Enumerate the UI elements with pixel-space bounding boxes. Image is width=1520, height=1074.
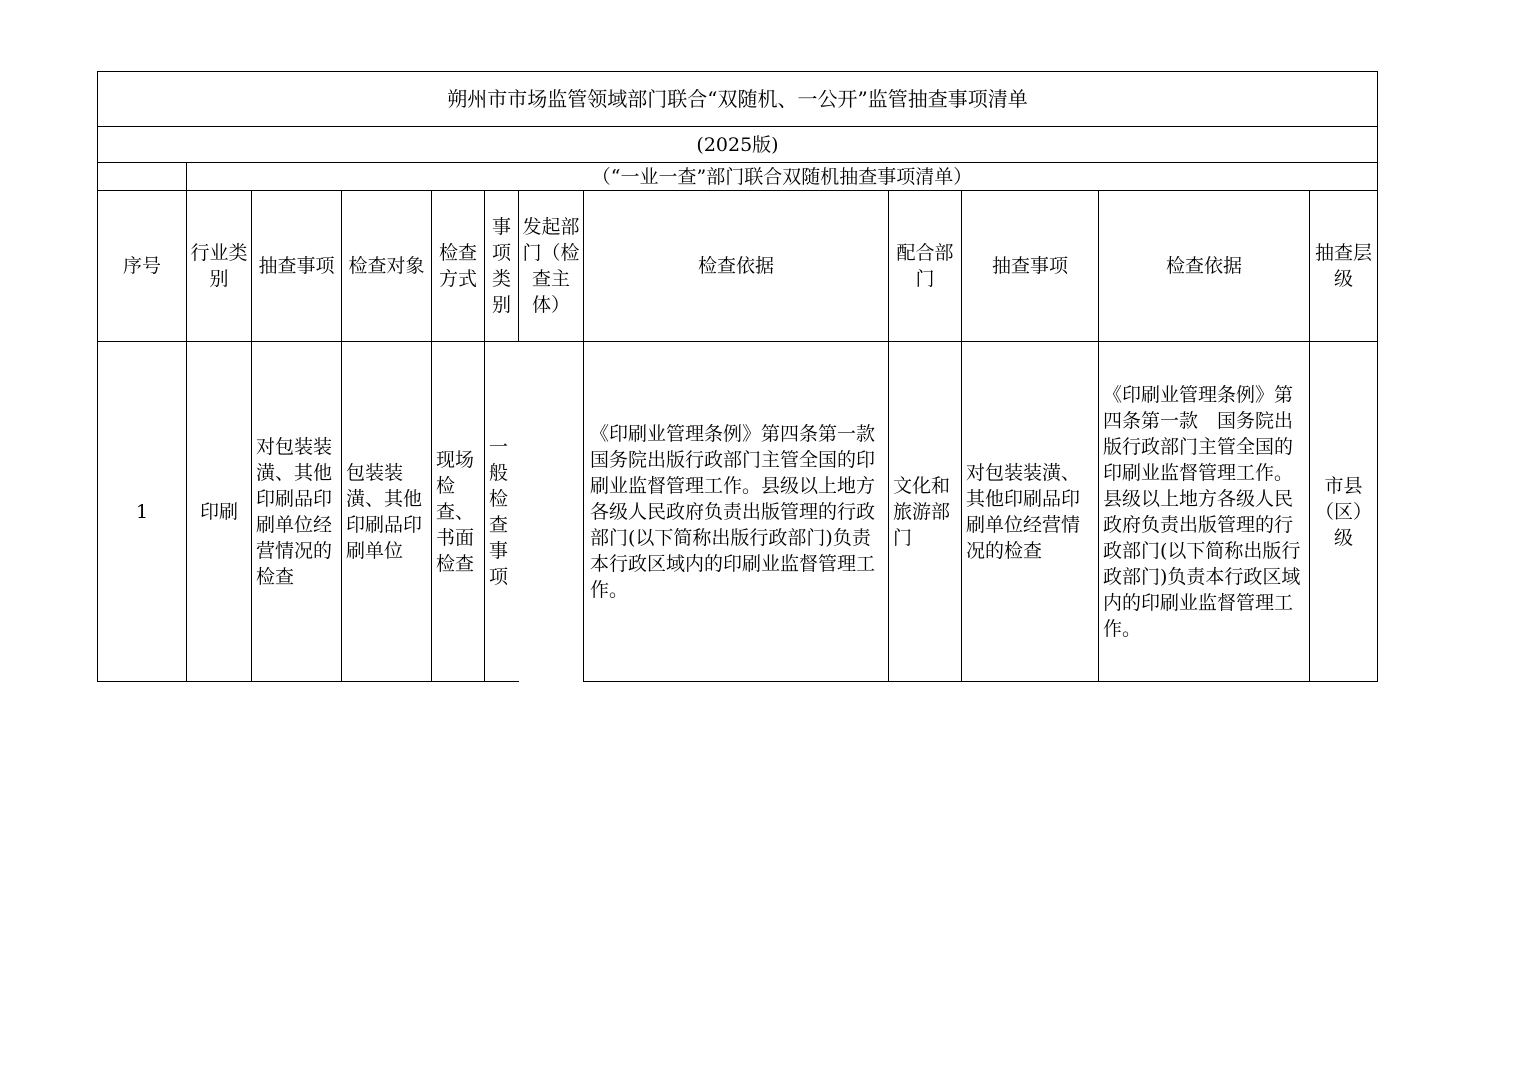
cell-industry: 印刷 xyxy=(187,342,252,682)
header-row xyxy=(98,191,1378,342)
header-basis: 检查依据 xyxy=(584,191,889,342)
subtitle-spacer-cell xyxy=(98,163,187,191)
cell-index: 1 xyxy=(98,342,187,682)
header-index: 序号 xyxy=(98,191,187,342)
header-target: 检查对象 xyxy=(342,191,432,342)
document-subtitle: （“一业一查”部门联合双随机抽查事项清单） xyxy=(187,163,1378,191)
cell-target: 包装装潢、其他印刷品印刷单位 xyxy=(342,342,432,682)
cell-partner: 文化和旅游部门 xyxy=(889,342,962,682)
cell-item-type: 一般检查事项 xyxy=(485,342,519,682)
table-row xyxy=(98,342,1378,682)
inspection-list-sheet xyxy=(97,71,1378,682)
header-partner-basis: 检查依据 xyxy=(1099,191,1310,342)
header-industry: 行业类别 xyxy=(187,191,252,342)
title-row xyxy=(98,72,1378,127)
cell-basis: 《印刷业管理条例》第四条第一款 国务院出版行政部门主管全国的印刷业监督管理工作。县级以上地方各级人民政府负责出版管理的行政部门(以下简称出版行政部门)负责本行政区域内的印刷业监督管理工作。 xyxy=(584,342,889,682)
cell-check-item: 对包装装潢、其他印刷品印刷单位经营情况的检查 xyxy=(252,342,342,682)
header-item-type: 事项类别 xyxy=(485,191,519,342)
header-initiator: 发起部门（检查主体） xyxy=(519,191,584,342)
header-partner: 配合部门 xyxy=(889,191,962,342)
document-title: 朔州市市场监管领域部门联合“双随机、一公开”监管抽查事项清单 xyxy=(98,72,1378,127)
cell-level: 市县（区）级 xyxy=(1310,342,1378,682)
document-version: (2025版) xyxy=(98,127,1378,163)
header-check-item: 抽查事项 xyxy=(252,191,342,342)
inspection-list-table xyxy=(97,71,1378,682)
header-method: 检查方式 xyxy=(432,191,485,342)
cell-method: 现场检查、书面检查 xyxy=(432,342,485,682)
cell-partner-item: 对包装装潢、其他印刷品印刷单位经营情况的检查 xyxy=(962,342,1099,682)
cell-partner-basis: 《印刷业管理条例》第四条第一款 国务院出版行政部门主管全国的印刷业监督管理工作。县级以上地方各级人民政府负责出版管理的行政部门(以下简称出版行政部门)负责本行政区域内的印刷业监督管理工作。 xyxy=(1099,342,1310,682)
subtitle-row xyxy=(98,163,1378,191)
version-row xyxy=(98,127,1378,163)
cell-initiator xyxy=(519,342,584,682)
header-level: 抽查层级 xyxy=(1310,191,1378,342)
header-partner-item: 抽查事项 xyxy=(962,191,1099,342)
